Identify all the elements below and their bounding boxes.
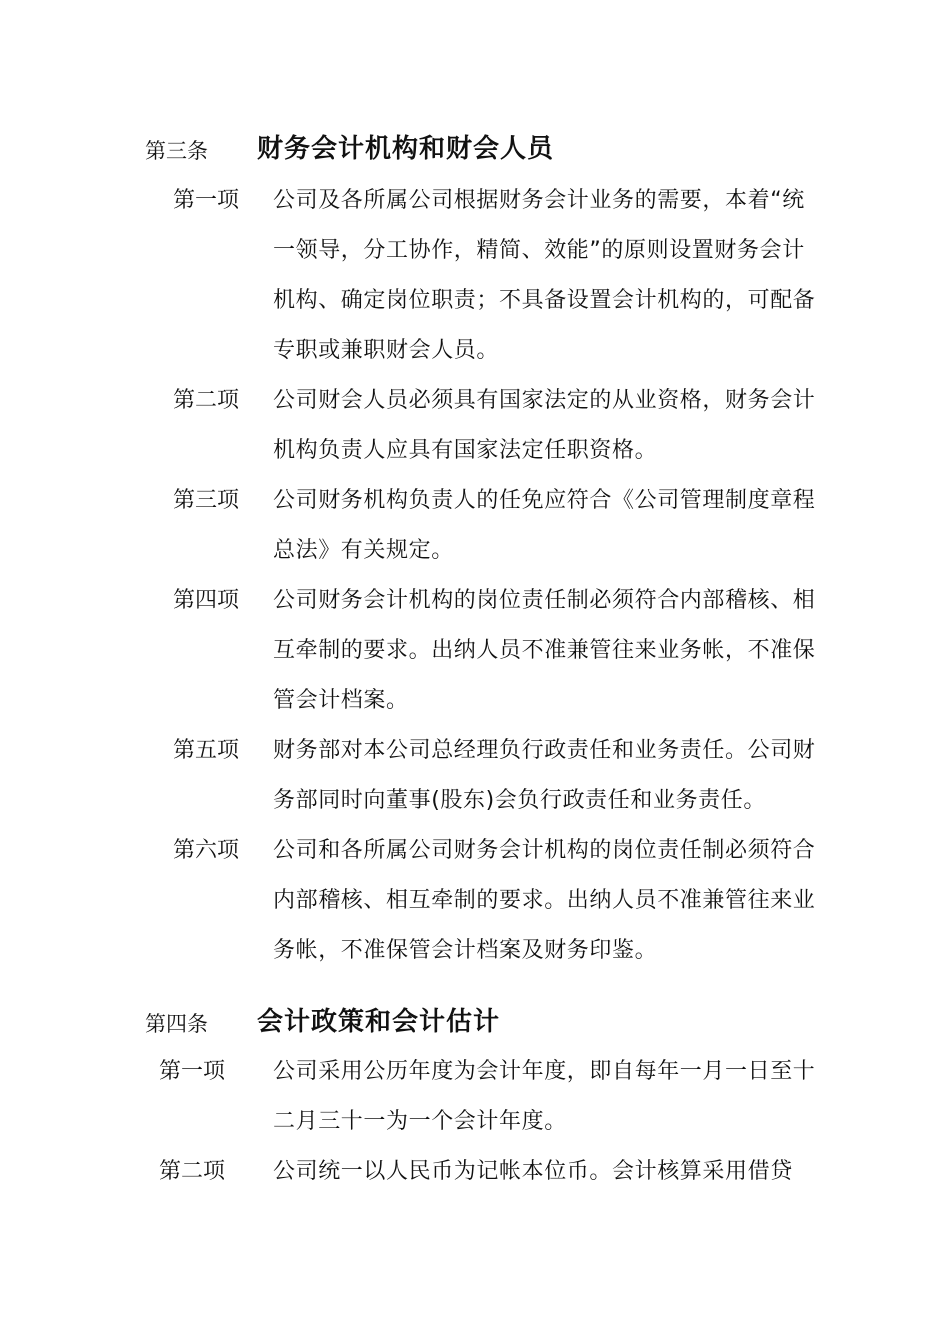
article-item (145, 826, 865, 976)
item-text: 公司采用公历年度为会计年度，即自每年一月一日至十二月三十一为一个会计年度。 (273, 1059, 816, 1134)
item-label: 第二项 (159, 1159, 226, 1184)
item-label: 第六项 (173, 838, 240, 863)
article-item (145, 376, 865, 476)
item-label: 第二项 (173, 388, 240, 413)
article-item (145, 1147, 865, 1197)
item-text: 公司和各所属公司财务会计机构的岗位责任制必须符合内部稽核、相互牵制的要求。出纳人员不准兼管往来业务帐，不准保管会计档案及财务印鉴。 (273, 838, 816, 963)
item-label: 第一项 (173, 188, 240, 213)
article-number: 第四条 (145, 1012, 208, 1036)
article-4 (145, 1003, 865, 1197)
article-title: 会计政策和会计估计 (257, 1007, 501, 1037)
article-item (145, 576, 865, 726)
article-heading (145, 130, 865, 170)
article-number: 第三条 (145, 139, 208, 163)
item-text: 公司财会人员必须具有国家法定的从业资格，财务会计机构负责人应具有国家法定任职资格。 (273, 388, 816, 463)
article-item (145, 476, 865, 576)
article-item (145, 1047, 865, 1147)
article-3 (145, 130, 865, 976)
item-label: 第五项 (173, 738, 240, 763)
item-text: 公司统一以人民币为记帐本位币。会计核算采用借贷 (273, 1159, 793, 1184)
item-text: 公司财务会计机构的岗位责任制必须符合内部稽核、相互牵制的要求。出纳人员不准兼管往来业务帐，不准保管会计档案。 (273, 588, 816, 713)
item-text: 公司及各所属公司根据财务会计业务的需要，本着“统一领导，分工协作，精简、效能”的原则设置财务会计机构、确定岗位职责；不具备设置会计机构的，可配备专职或兼职财会人员。 (273, 188, 816, 363)
article-title: 财务会计机构和财会人员 (257, 134, 555, 164)
item-text: 公司财务机构负责人的任免应符合《公司管理制度章程总法》有关规定。 (273, 488, 816, 563)
item-label: 第四项 (173, 588, 240, 613)
item-text: 财务部对本公司总经理负行政责任和业务责任。公司财务部同时向董事(股东)会负行政责任和业务责任。 (273, 738, 816, 813)
article-item (145, 176, 865, 376)
article-item (145, 726, 865, 826)
article-heading (145, 1003, 865, 1043)
item-label: 第三项 (173, 488, 240, 513)
item-label: 第一项 (159, 1059, 226, 1084)
